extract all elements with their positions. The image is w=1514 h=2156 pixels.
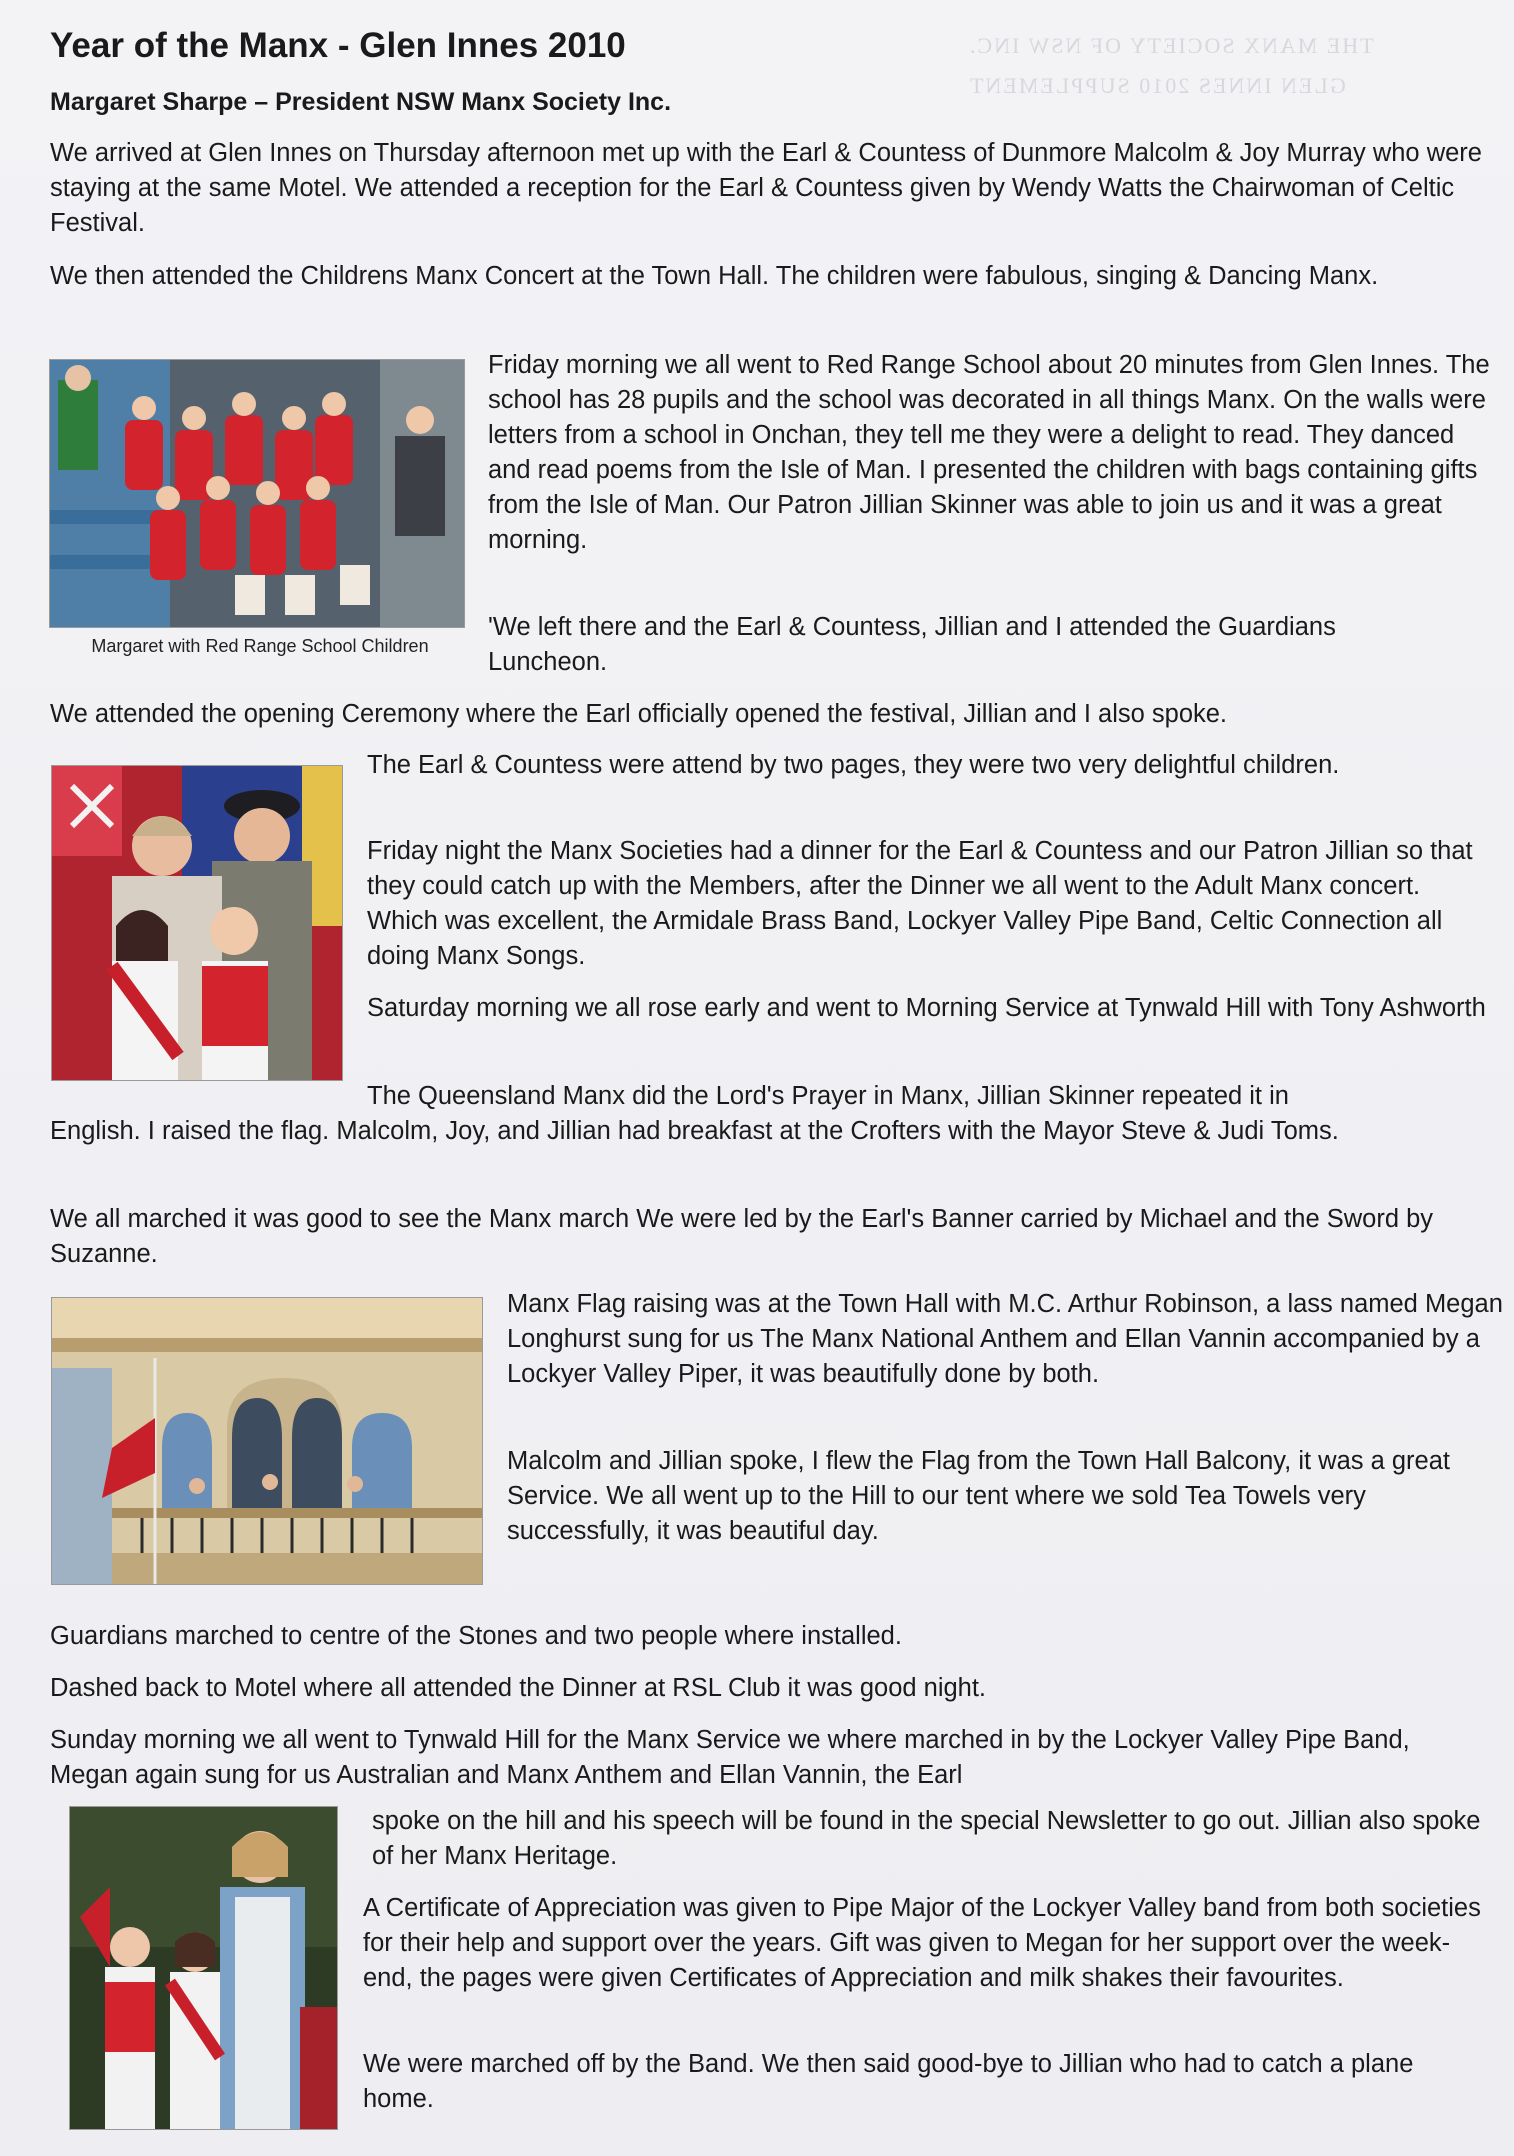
paragraph-lords-prayer-start: The Queensland Manx did the Lord's Prayer in Manx, Jillian Skinner repeated it in: [367, 1082, 1289, 1110]
paragraph-certificate: A Certificate of Appreciation was given to Pipe Major of the Lockyer Valley band from both societies for their help and support over the years. Gift was given to Megan for her support over the week-end, the pages were given Certificates of Appreciation and milk shakes their favourites.: [363, 1894, 1481, 1992]
paragraph-red-range-school: Friday morning we all went to Red Range School about 20 minutes from Glen Innes. The school has 28 pupils and the school was decorated in all things Manx. On the walls were letters from a school in Onchan, they tell me they were a delight to read. They danced and read poems from the Isle of Man. I presented the children with bags containing gifts from the Isle of Man. Our Patron Jillian Skinner was able to join us and it was a great morning.: [488, 351, 1490, 554]
show-through-header: THE MANX SOCIETY OF NSW INC. GLEN INNES 2010 SUPPLEMENT: [968, 33, 1374, 98]
school-children-photo: [49, 359, 465, 628]
paragraph-guardians-stones: Guardians marched to centre of the Stones and two people where installed.: [50, 1622, 902, 1650]
paragraph-march: We all marched it was good to see the Manx march We were led by the Earl's Banner carried by Michael and the Sword by Suzanne.: [50, 1205, 1434, 1268]
earl-countess-photo: [51, 765, 343, 1081]
paragraph-flag-raising: Manx Flag raising was at the Town Hall with M.C. Arthur Robinson, a lass named Megan Longhurst sung for us The Manx National Anthem and Ellan Vannin accompanied by a Lockyer Valley Piper, it was beautifully done by both.: [507, 1290, 1503, 1388]
paragraph-friday-dinner: Friday night the Manx Societies had a dinner for the Earl & Countess and our Patron Jillian so that they could catch up with the Members, after the Dinner we all went to the Adult Manx concert. Which was excellent, the Armidale Brass Band, Lockyer Valley Pipe Band, Celtic Connection all doing Manx Songs.: [367, 837, 1473, 970]
paragraph-pages: The Earl & Countess were attend by two pages, they were two very delightful children.: [367, 751, 1340, 779]
paragraph-opening-ceremony: We attended the opening Ceremony where the Earl officially opened the festival, Jillian and I also spoke.: [50, 700, 1228, 728]
paragraph-childrens-concert: We then attended the Childrens Manx Concert at the Town Hall. The children were fabulous, singing & Dancing Manx.: [50, 262, 1379, 290]
paragraph-farewell: We were marched off by the Band. We then said good-bye to Jillian who had to catch a plane home.: [363, 2050, 1414, 2113]
town-hall-balcony-photo: [51, 1297, 483, 1585]
paragraph-town-hall-balcony: Malcolm and Jillian spoke, I flew the Flag from the Town Hall Balcony, it was a great Service. We all went up to the Hill to our tent where we sold Tea Towels very successfully, it was beautiful day.: [507, 1447, 1450, 1545]
town-hall-balcony-photo-art: [52, 1298, 482, 1584]
paragraph-saturday-service: Saturday morning we all rose early and went to Morning Service at Tynwald Hill with Tony Ashworth: [367, 994, 1486, 1022]
paragraph-lords-prayer-end: English. I raised the flag. Malcolm, Joy, and Jillian had breakfast at the Crofters with the Mayor Steve & Judi Toms.: [50, 1117, 1339, 1145]
paragraph-rsl-dinner: Dashed back to Motel where all attended the Dinner at RSL Club it was good night.: [50, 1674, 987, 1702]
earl-countess-photo-art: [52, 766, 342, 1080]
paragraph-sunday-service: Sunday morning we all went to Tynwald Hill for the Manx Service we where marched in by the Lockyer Valley Pipe Band, Megan again sung for us Australian and Manx Anthem and Ellan Vannin, the Earl: [50, 1726, 1410, 1789]
school-photo-caption: Margaret with Red Range School Children: [91, 636, 429, 656]
paragraph-arrival: We arrived at Glen Innes on Thursday afternoon met up with the Earl & Countess of Dunmore Malcolm & Joy Murray who were staying at the same Motel. We attended a reception for the Earl & Countess given by Wendy Watts the Chairwoman of Celtic Festival.: [50, 139, 1482, 237]
paragraph-guardians-luncheon: 'We left there and the Earl & Countess, Jillian and I attended the Guardians Luncheon.: [488, 613, 1336, 676]
school-children-photo-art: [50, 360, 464, 627]
author-byline: Margaret Sharpe – President NSW Manx Society Inc.: [50, 88, 672, 116]
sunday-service-photo: [69, 1806, 338, 2130]
sunday-service-photo-art: [70, 1807, 337, 2129]
paragraph-earl-speech: spoke on the hill and his speech will be found in the special Newsletter to go out. Jillian also spoke of her Manx Heritage.: [372, 1807, 1481, 1870]
page-title: Year of the Manx - Glen Innes 2010: [50, 26, 626, 65]
